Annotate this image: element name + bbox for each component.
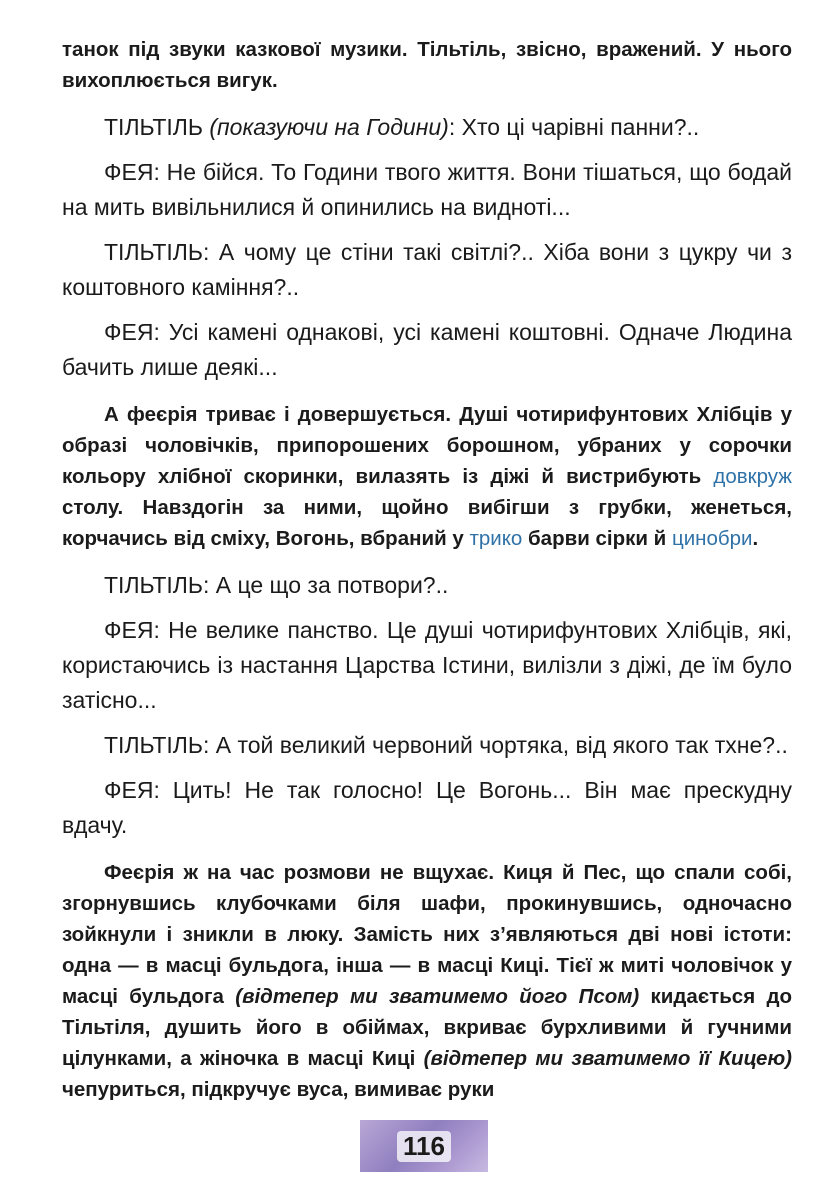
dialogue-tiltil-1	[62, 110, 792, 145]
stage-remark: (показуючи на Години)	[209, 114, 449, 140]
stage-direction-2	[62, 399, 792, 554]
dialogue-text: : Хто ці чарівні панни?..	[448, 114, 700, 140]
speaker-name: ФЕЯ	[104, 617, 154, 643]
dialogue-tiltil-2	[62, 235, 792, 305]
speaker-name: ФЕЯ	[104, 319, 154, 345]
dialogue-text: : Не велике панство. Це душі чотирифунтових Хлібців, які, користаючись із настання Царства Істини, вилізли з діжі, де їм було затісно...	[62, 617, 792, 713]
speaker-name: ТІЛЬТІЛЬ	[104, 114, 203, 140]
stage-text: Феєрія ж на час розмови не вщухає. Киця й Пес, що спали собі, згорнувшись клубочками біля шафи, прокинувшись, одночасно зойкнули і зникли в люку. Замість них з’являються дві нові істоти: одна — в масці бульдога, інша — в масці Киці. Тієї ж миті чоловічок у масці бульдога	[62, 861, 792, 1008]
stage-direction-3	[62, 857, 792, 1105]
dialogue-tiltil-4	[62, 728, 792, 763]
page-content	[62, 34, 792, 1105]
stage-remark: (відтепер ми зватимемо його Псом)	[235, 985, 640, 1008]
stage-text: кидається до Тільтіля, душить його в обіймах, вкриває бурхливими й гучними цілунками, а жіночка в масці Киці	[62, 985, 793, 1070]
dialogue-text: : А той великий червоний чортяка, від якого так тхне?..	[202, 732, 788, 758]
glossary-word-tryko: трико	[469, 527, 523, 550]
glossary-word-tsynobry: цинобри	[671, 527, 753, 550]
page-number: 116	[397, 1131, 451, 1162]
dialogue-feya-1	[62, 155, 792, 225]
dialogue-text: : А це що за потвори?..	[202, 572, 449, 598]
dialogue-feya-4	[62, 773, 792, 843]
dialogue-feya-2	[62, 315, 792, 385]
page-number-badge	[360, 1120, 488, 1172]
glossary-word-dovkruzh: довкруж	[713, 465, 792, 488]
stage-text: столу. Навздогін за ними, щойно вибігши з грубки, женеться, корчачись від сміху, Вогонь, вбраний у	[62, 496, 792, 550]
stage-text: .	[752, 527, 759, 550]
speaker-name: ФЕЯ	[104, 159, 154, 185]
dialogue-tiltil-3	[62, 568, 792, 603]
dialogue-text: : Усі камені однакові, усі камені коштовні. Одначе Людина бачить лише деякі...	[62, 319, 792, 380]
stage-text: барви сірки й	[522, 527, 672, 550]
stage-remark: (відтепер ми зватимемо її Кицею)	[423, 1047, 792, 1070]
stage-text: чепуриться, підкручує вуса, вимиває руки	[62, 1078, 495, 1101]
speaker-name: ФЕЯ	[104, 777, 154, 803]
dialogue-text: : Не бійся. То Години твого життя. Вони тішаться, що бодай на мить вивільнилися й опинились на видноті...	[62, 159, 792, 220]
speaker-name: ТІЛЬТІЛЬ	[104, 732, 203, 758]
dialogue-feya-3	[62, 613, 792, 718]
dialogue-text: : Цить! Не так голосно! Це Вогонь... Він має прескудну вдачу.	[62, 777, 792, 838]
stage-direction-1: танок під звуки казкової музики. Тільтіль, звісно, вражений. У нього вихоплюється вигук.	[62, 38, 792, 92]
stage-text: А феєрія триває і довершується. Душі чотирифунтових Хлібців у образі чоловічків, припорошених борошном, убраних у сорочки кольору хлібної скоринки, вилазять із діжі й вистрибують	[62, 403, 792, 488]
dialogue-text: : А чому це стіни такі світлі?.. Хіба вони з цукру чи з коштовного каміння?..	[62, 239, 792, 300]
speaker-name: ТІЛЬТІЛЬ	[104, 572, 203, 598]
speaker-name: ТІЛЬТІЛЬ	[104, 239, 203, 265]
